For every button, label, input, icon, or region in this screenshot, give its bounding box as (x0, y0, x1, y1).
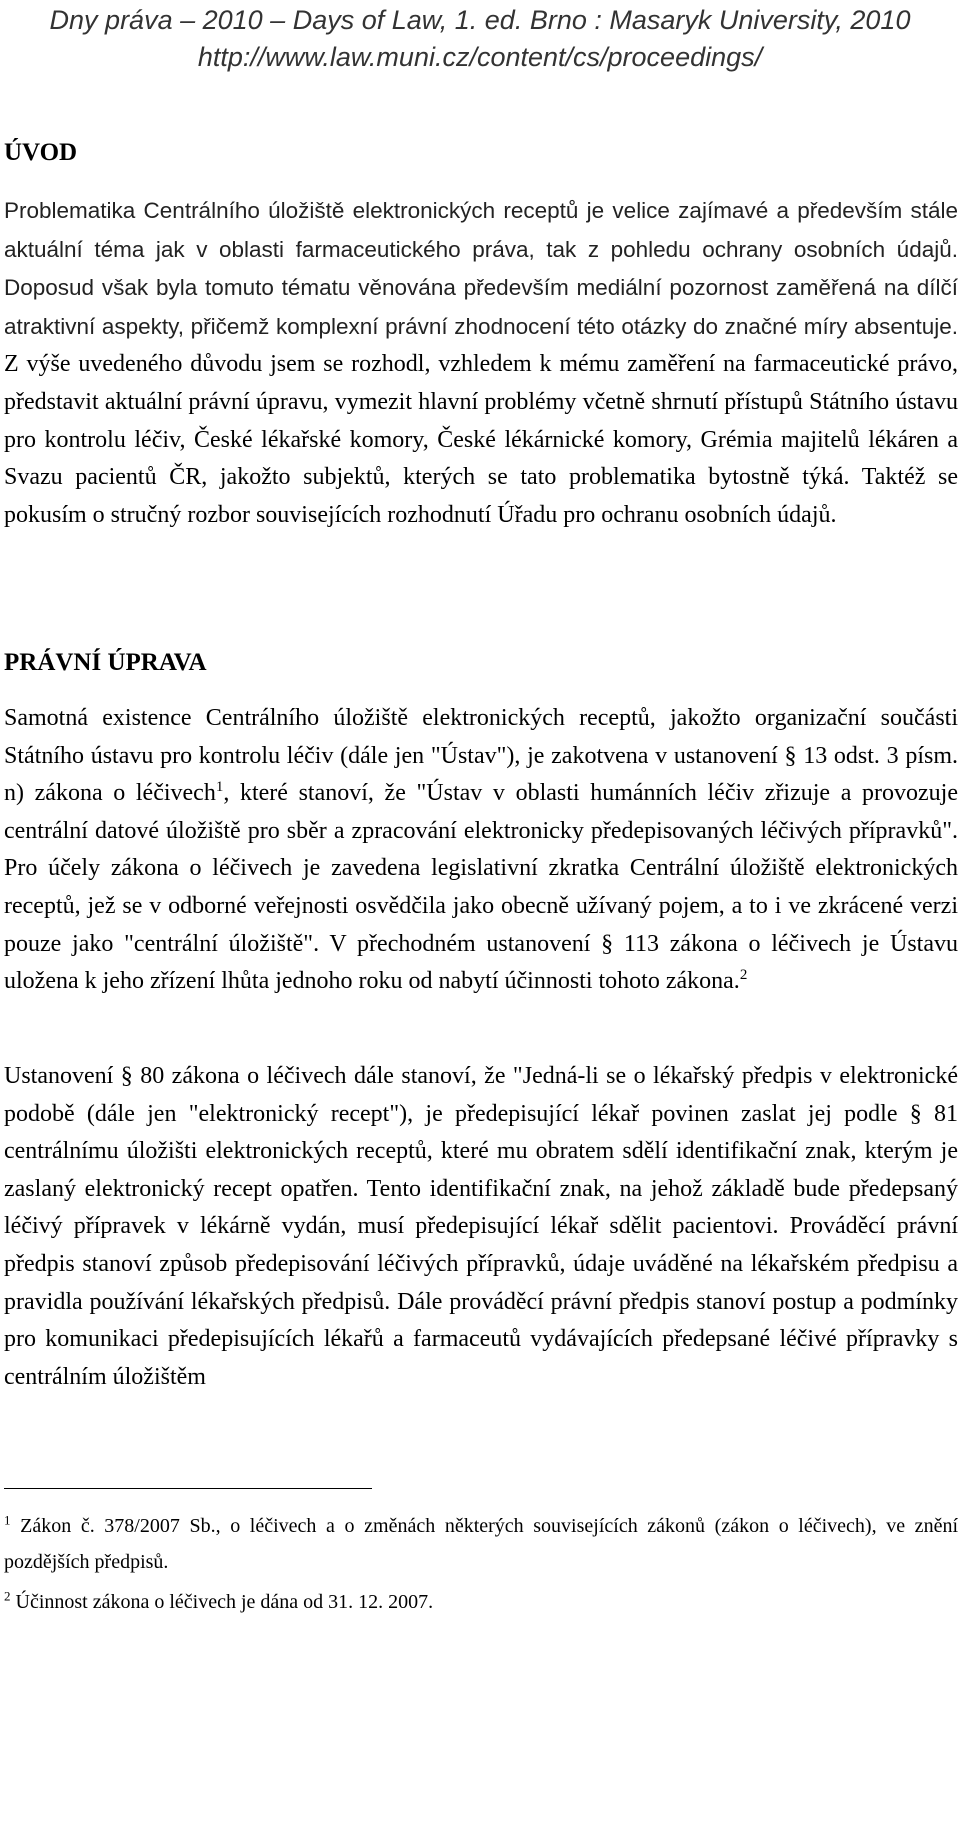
paragraph-pravni-uprava-2 (4, 1058, 958, 1396)
header-url: http://www.law.muni.cz/content/cs/proceedings/ (197, 42, 763, 72)
header-citation: Dny práva – 2010 – Days of Law, 1. ed. Brno : Masaryk University, 2010 (49, 5, 911, 35)
paragraph-text: Samotná existence Centrálního úložiště elektronických receptů, jakožto organizační součásti Státního ústavu pro kontrolu léčiv (dále jen "Ústav"), je zakotvena v ustanovení § 13 odst. 3 písm. n) zákona o léčivech (4, 705, 958, 807)
footnote-1 (4, 1508, 958, 1580)
footnote-ref-1[interactable]: 1 (215, 779, 224, 796)
paragraph-uvod-rest: Z výše uvedeného důvodu jsem se rozhodl, vzhledem k mému zaměření na farmaceutické právo, představit aktuální právní úpravu, vymezit hlavní problémy včetně shrnutí přístupů Státního ústavu pro kontrolu léčiv, České lékařské komory, České lékárnické komory, Grémia majitelů lékáren a Svazu pacientů ČR, jakožto subjektů, kterých se tato problematika bytostně týká. Taktéž se pokusím o stručný rozbor souvisejících rozhodnutí Úřadu pro ochranu osobních údajů. (4, 351, 958, 528)
paragraph-text: Ustanovení § 80 zákona o léčivech dále stanoví, že "Jedná-li se o lékařský předpis v elektronické podobě (dále jen "elektronický recept"), je předepisující lékař povinen zaslat jej podle § 81 centrálnímu úložišti elektronických receptů, které mu obratem sdělí identifikační znak, kterým je zaslaný elektronický recept opatřen. Tento identifikační znak, na jehož základě bude předepsaný léčivý přípravek v lékárně vydán, musí předepisující lékař sdělit pacientovi. Prováděcí právní předpis stanoví způsob předepisování léčivých přípravků, údaje uváděné na lékařském předpisu a pravidla používání lékařských předpisů. Dále prováděcí právní předpis stanoví postup a podmínky pro komunikaci předepisujících lékařů a farmaceutů vydávajících předepsané léčivé přípravky s centrálním úložištěm (4, 1063, 958, 1390)
footnote-ref-2[interactable]: 2 (739, 967, 748, 984)
section-uvod (4, 138, 958, 168)
section-pravni-uprava (4, 648, 958, 678)
footnote-text: Účinnost zákona o léčivech je dána od 31. 12. 2007. (10, 1591, 434, 1613)
paragraph-uvod (4, 192, 958, 534)
footnote-2 (4, 1584, 958, 1620)
page-header (0, 0, 960, 76)
footnote-divider (4, 1488, 372, 1489)
section-heading-pravni-uprava: PRÁVNÍ ÚPRAVA (4, 649, 207, 676)
paragraph-text: , které stanoví, že "Ústav v oblasti humánních léčiv zřizuje a provozuje centrální datové úložiště pro sběr a zpracování elektronicky předepisovaných léčivých přípravků". Pro účely zákona o léčivech je zavedena legislativní zkratka Centrální úložiště elektronických receptů, jež se v odborné veřejnosti osvědčila jako obecně užívaný pojem, a to i ve zkrácené verzi pouze jako "centrální úložiště". V přechodném ustanovení § 113 zákona o léčivech je Ústavu uložena k jeho zřízení lhůta jednoho roku od nabytí účinnosti tohoto zákona. (4, 780, 958, 995)
section-heading-uvod: ÚVOD (4, 139, 78, 166)
paragraph-pravni-uprava-1 (4, 700, 958, 1001)
footnote-text: Zákon č. 378/2007 Sb., o léčivech a o změnách některých souvisejících zákonů (zákon o léčivech), ve znění pozdějších předpisů. (4, 1515, 958, 1573)
footnote-number: 2 (4, 1588, 11, 1604)
footnote-number: 1 (4, 1512, 11, 1528)
paragraph-uvod-intro: Problematika Centrálního úložiště elektronických receptů je velice zajímavé a především stále aktuální téma jak v oblasti farmaceutického práva, tak z pohledu ochrany osobních údajů. Doposud však byla tomuto tématu věnována především mediální pozornost zaměřená na dílčí atraktivní aspekty, přičemž komplexní právní zhodnocení této otázky do značné míry absentuje. (4, 198, 958, 339)
